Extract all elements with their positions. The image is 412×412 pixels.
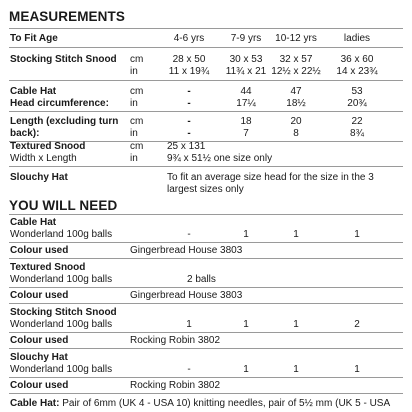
cable-hat-label: Cable Hat [10, 86, 57, 97]
cable-hat-cm-value: 47 [290, 86, 302, 97]
length-in-value: 8 [293, 128, 299, 139]
snood-in-value: 12½ x 22½ [271, 66, 321, 77]
needles-note [10, 398, 390, 409]
needles-note-text: Pair of 6mm (UK 4 - USA 10) knitting needles, pair of 5½ mm (UK 5 - USA [59, 398, 391, 409]
divider [9, 214, 403, 215]
colour-used-label: Colour used [10, 290, 69, 301]
cable-hat-cm-value: - [187, 86, 191, 97]
snood-cm-value: 28 x 50 [172, 54, 206, 65]
yarn-label: Wonderland 100g balls [10, 274, 113, 285]
unit-in: in [130, 153, 138, 164]
length-cm-value: 22 [351, 116, 363, 127]
divider [9, 28, 403, 29]
snood-in-value: 14 x 23¾ [336, 66, 378, 77]
divider [9, 111, 403, 112]
textured-in-value: 9¾ x 51½ one size only [167, 153, 273, 164]
length-in-value: 8¾ [350, 128, 364, 139]
slouchy-note-line1: To fit an average size head for the size in the 3 [167, 172, 374, 183]
colour-value: Gingerbread House 3803 [130, 290, 243, 301]
unit-cm: cm [130, 116, 144, 127]
snood-in-value: 11 x 19¾ [168, 66, 210, 77]
unit-cm: cm [130, 141, 144, 152]
cable-hat-in-value: 17¼ [236, 98, 256, 109]
size-header-label: ladies [343, 33, 371, 44]
divider [9, 47, 403, 48]
need-textured-snood-label: Textured Snood [10, 262, 86, 273]
ball-count: - [187, 364, 191, 375]
snood-cm-value: 36 x 60 [340, 54, 374, 65]
divider [9, 258, 403, 259]
ball-count: 1 [243, 364, 249, 375]
width-length-label: Width x Length [10, 153, 77, 164]
unit-in: in [130, 128, 138, 139]
need-cable-hat-label: Cable Hat [10, 217, 57, 228]
length-cm-value: - [187, 116, 191, 127]
length-in-value: 7 [243, 128, 249, 139]
ball-count: 1 [186, 319, 192, 330]
ball-count: 1 [293, 229, 299, 240]
textured-cm-value: 25 x 131 [167, 141, 206, 152]
snood-label: Stocking Stitch Snood [10, 54, 117, 65]
need-slouchy-hat-label: Slouchy Hat [10, 352, 68, 363]
yarn-label: Wonderland 100g balls [10, 364, 113, 375]
snood-cm-value: 32 x 57 [279, 54, 313, 65]
length-cm-value: 18 [240, 116, 252, 127]
ball-count: 1 [243, 229, 249, 240]
ball-count: 1 [354, 229, 360, 240]
length-label: Length (excluding turn [10, 116, 119, 127]
size-header-label: 10-12 yrs [275, 33, 317, 44]
divider [9, 332, 403, 333]
divider [9, 303, 403, 304]
divider [9, 348, 403, 349]
unit-in: in [130, 98, 138, 109]
ball-count: 2 [354, 319, 360, 330]
ball-count: 1 [293, 364, 299, 375]
colour-used-label: Colour used [10, 380, 69, 391]
yarn-label: Wonderland 100g balls [10, 319, 113, 330]
snood-in-value: 11¾ x 21 [225, 66, 267, 77]
ball-count: 2 balls [187, 274, 216, 285]
slouchy-hat-label: Slouchy Hat [10, 172, 68, 183]
cable-hat-cm-value: 53 [351, 86, 363, 97]
colour-value: Rocking Robin 3802 [130, 380, 221, 391]
divider [9, 80, 403, 81]
needles-note-label: Cable Hat: [10, 398, 60, 409]
divider [9, 393, 403, 394]
ball-count: 1 [354, 364, 360, 375]
cable-hat-in-value: 20¾ [347, 98, 367, 109]
textured-snood-label: Textured Snood [10, 141, 86, 152]
yarn-label: Wonderland 100g balls [10, 229, 113, 240]
cable-hat-in-value: 18½ [286, 98, 306, 109]
size-header-label: 7-9 yrs [230, 33, 262, 44]
size-header-label: 4-6 yrs [173, 33, 205, 44]
unit-in: in [130, 66, 138, 77]
head-circumference-label: Head circumference: [10, 98, 109, 109]
colour-value: Gingerbread House 3803 [130, 245, 243, 256]
divider [9, 166, 403, 167]
ball-count: - [187, 229, 191, 240]
colour-used-label: Colour used [10, 245, 69, 256]
length-cm-value: 20 [290, 116, 302, 127]
length-label-cont: back): [10, 128, 40, 139]
colour-used-label: Colour used [10, 335, 69, 346]
measurements-heading: MEASUREMENTS [9, 9, 125, 24]
cable-hat-in-value: - [187, 98, 191, 109]
colour-value: Rocking Robin 3802 [130, 335, 221, 346]
divider [9, 242, 403, 243]
to-fit-age-label: To Fit Age [10, 33, 58, 44]
need-stocking-snood-label: Stocking Stitch Snood [10, 307, 117, 318]
slouchy-note-line2: largest sizes only [167, 184, 244, 195]
ball-count: 1 [293, 319, 299, 330]
length-in-value: - [187, 128, 191, 139]
ball-count: 1 [243, 319, 249, 330]
snood-cm-value: 30 x 53 [229, 54, 263, 65]
unit-cm: cm [130, 86, 144, 97]
you-will-need-heading: YOU WILL NEED [9, 198, 118, 213]
divider [9, 377, 403, 378]
unit-cm: cm [130, 54, 144, 65]
divider [9, 287, 403, 288]
cable-hat-cm-value: 44 [240, 86, 252, 97]
